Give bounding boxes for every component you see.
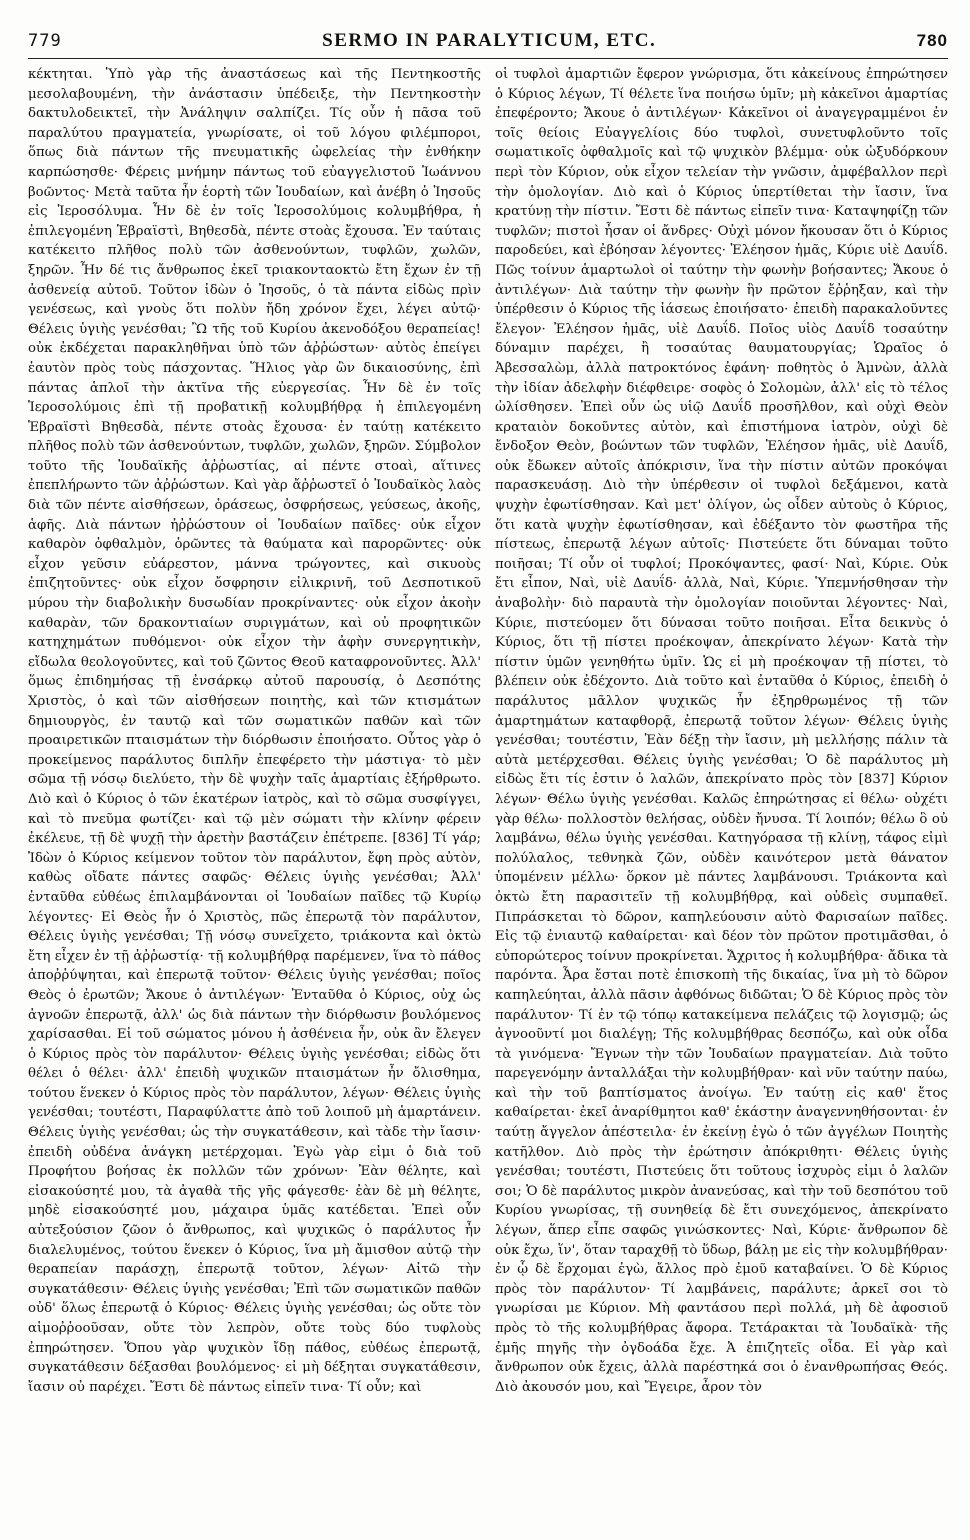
page-number-right: 780 (916, 31, 948, 50)
page-number-left: 779 (28, 31, 62, 51)
running-header (28, 30, 948, 54)
right-column-text: οἱ τυφλοὶ ἁμαρτιῶν ἔφερον γνώρισμα, ὅτι κἀκείνους ἐπηρώτησεν ὁ Κύριος λέγων, Τί θέλετε ἵνα ποιήσω ὑμῖν; μὴ κἀκεῖνοι ἁμαρτίας ἐπεφέροντο; Ἄκουε ὁ ἀντιλέγων· Κἀκεῖνοι οἱ ἀναγεγραμμένοι ἐν τοῖς θείοις Εὐαγγελίοις δύο τυφλοὶ, συνετυφλοῦντο τοῖς σωματικοῖς ὀφθαλμοῖς καὶ τῷ ψυχικὸν βλέμμα· οὐκ ὠξυδόρκουν περὶ τὸν Κύριον, οὐκ εἶχον τελείαν τὴν γνῶσιν, ἀμφέβαλλον περὶ τὴν ὁμολογίαν. Διὸ καὶ ὁ Κύριος ὑπερτίθεται τὴν ἴασιν, ἵνα κρατύνῃ τὴν πίστιν. Ἔστι δὲ πάντως εἰπεῖν τινα· Καταψηφίζῃ τῶν τυφλῶν; πιστοὶ ἦσαν οἱ ἄνδρες· Οὐχὶ μόνον ἤκουσαν ὅτι ὁ Κύριος παροδεύει, καὶ ἐβόησαν λέγοντες· Ἐλέησον ἡμᾶς, Κύριε υἱὲ Δαυΐδ. Πῶς τοίνυν ἁμαρτωλοὶ οἱ ταύτην τὴν φωνὴν βοήσαντες; Ἄκουε ὁ ἀντιλέγων· Διὰ ταύτην τὴν φωνὴν ἣν πρῶτον ἔῤῥηξαν, καὶ τὴν ὑπέρθεσιν ὁ Κύριος τῆς ἰάσεως ἐποιήσατο· ἐπειδὴ παρακαλοῦντες ἔλεγον· Ἐλέησον ἡμᾶς, υἱὲ Δαυΐδ. Ποῖος υἱὸς Δαυΐδ τοσαύτην δύναμιν παρέχει, ἢ τοσαύτας θαυματουργίας; Ὡραῖος ὁ Ἀβεσσαλὼμ, ἀλλὰ πατροκτόνος ἐφάνη· ποθητὸς ὁ Ἀμνὼν, ἀλλὰ τὴν ἰδίαν ἀδελφὴν διέφθειρε· σοφὸς ὁ Σολομὼν, ἀλλ' εἰς τὸ τέλος ὠλίσθησεν. Ἐπεὶ οὖν ὡς υἱῷ Δαυΐδ προσῆλθον, καὶ οὐχὶ Θεὸν κραταιὸν δοκοῦντες αὐτὸν, καὶ ἐπιστήμονα ἰατρὸν, οὐχὶ δὲ ἔνδοξον Θεὸν, βοώντων τῶν τυφλῶν, Ἐλέησον ἡμᾶς, υἱὲ Δαυΐδ, οὐκ ἔδωκεν αὐτοῖς ἀπόκρισιν, ἵνα τὴν πίστιν αὐτῶν προκόψαι παρασκευάσῃ. Διὸ τὴν ὑπέρθεσιν οἱ τυφλοὶ δεξάμενοι, κατὰ ψυχὴν ἐφωτίσθησαν. Καὶ μετ' ὀλίγον, ὡς οἶδεν αὐτοὺς ὁ Κύριος, ὅτι κατὰ ψυχὴν ἐφωτίσθησαν, καὶ ἐδέξαντο τὸν φωστῆρα τῆς πίστεως, ἐπερωτᾷ λέγων αὐτοῖς· Πιστεύετε ὅτι δύναμαι τοῦτο ποιῆσαι; Τί οὖν οἱ τυφλοί; Προκόψαντες, φασί· Ναὶ, Κύριε. Οὐκ ἔτι εἶπον, Ναὶ, υἱὲ Δαυΐδ· ἀλλὰ, Ναὶ, Κύριε. Ὑπεμνήσθησαν τὴν ἀναβολὴν· διὸ παραυτὰ τὴν ὁμολογίαν ποιοῦνται λέγοντες· Ναὶ, Κύριε, πιστεύομεν ὅτι δύνασαι τοῦτο ποιῆσαι. Εἶτα δεικνὺς ὁ Κύριος, ὅτι τῇ πίστει προέκοψαν, ἀπεκρίνατο λέγων· Κατὰ τὴν πίστιν ὑμῶν γενηθήτω ὑμῖν. Ὡς εἰ μὴ προέκοψαν τῇ πίστει, τὸ βλέπειν οὐκ ἐδέχοντο. Διὰ τοῦτο καὶ ἐνταῦθα ὁ Κύριος, ἐπειδὴ ὁ παράλυτος μᾶλλον ψυχικῶς ἦν ἐξηρθρωμένος τῇ τῶν ἁμαρτημάτων καταφθορᾷ, ἐπερωτᾷ τοῦτον λέγων· Θέλεις ὑγιὴς γενέσθαι; τουτέστιν, Ἐὰν δέξῃ τὴν ἴασιν, μὴ μελλήσῃς πάλιν τὰ αὐτὰ μετέρχεσθαι. Θέλεις ὑγιὴς γενέσθαι; Ὁ δὲ παράλυτος μὴ εἰδὼς ἔτι τίς ἐστιν ὁ λαλῶν, ἀπεκρίνατο πρὸς τὸν [837] Κύριον λέγων· Θέλω ὑγιὴς γενέσθαι. Καλῶς ἐπηρώτησας εἰ θέλω· οὐχέτι γὰρ θέλω· πολλοστὸν θελήσας, οὐδὲν ἤνυσα. Τί λοιπόν; θέλω ὃ οὐ λαμβάνω, θέλω ὑγιὴς γενέσθαι. Κατηγόρασα τῇ κλίνῃ, τάφος εἰμὶ πολύλαλος, τεθνηκὰ ζῶν, οὐδὲν καινότερον μετὰ θάνατον ὑπομένειν μέλλω· ὅρκον μὲ πάντες λαμβάνουσι. Τριάκοντα καὶ ὀκτὼ ἔτη παρασιτεῖν τῇ κολυμβήθρᾳ, καὶ οὐδεὶς συμπαθεῖ. Πιπράσκεται τὸ δῶρον, καπηλεύουσιν αὐτὸ Φαρισαίων παῖδες. Εἰς τῷ ἐνιαυτῷ καθαίρεται· καὶ δέον τὸν πρῶτον προτιμᾶσθαι, ὁ εὐπορώτερος τοίνυν προκρίνεται. Ἄχριτος ἡ κολυμβήθρα· ἄδικα τὰ παρόντα. Ἆρα ἔσται ποτὲ ἐπισκοπὴ τῆς δικαίας, ἵνα μὴ τὸ δῶρον καπηλεύηται, ἀλλὰ πᾶσιν ἀφθόνως διδῶται; Ὁ δὲ Κύριος πρὸς τὸν παράλυτον· Τί ἐν τῷ τόπῳ κατακείμενα πελάζεις τῷ λογισμῷ; ὡς ἀγνοοῦντί μοι διαλέγῃ; Τῆς κολυμβήθρας δεσπόζω, καὶ οὐκ οἶδα τὰ γινόμενα· Ἔγνων τὴν τῶν Ἰουδαίων πραγματείαν. Διὰ τοῦτο παρεγενόμην ἀνταλλάξαι τὴν κολυμβήθραν· καὶ νῦν ταύτην παύω, καὶ τὴν τοῦ βαπτίσματος ἀνοίγω. Ἐν ταύτῃ εἰς καθ' ἔτος καθαίρεται· ἐκεῖ ἀναρίθμητοι καθ' ἑκάστην ἀναγεννηθήσονται· ἐν ταύτῃ ἄγγελον ἀπέστειλα· ἐν ἐκείνῃ ἐγὼ ὁ τῶν ἀγγέλων Ποιητὴς κατῆλθον. Διὸ πρὸς τὴν ἐρώτησιν ἀπόκριθητι· Θέλεις ὑγιὴς γενέσθαι; τουτέστι, Πιστεύεις ὅτι τοῦτους ἰσχυρὸς εἰμι ὁ λαλῶν σοι; Ὁ δὲ παράλυτος μικρὸν ἀνανεύσας, καὶ τὴν τοῦ δεσπότου τοῦ Κυρίου γνωρίσας, τῇ συνηθείᾳ δὲ ἔτι συνεχόμενος, ἀπεκρίνατο λέγων, ἅπερ εἶπε σαφῶς γινώσκοντες· Ναὶ, Κύριε· ἄνθρωπον δὲ οὐκ ἔχω, ἵν', ὅταν ταραχθῇ τὸ ὕδωρ, βάλῃ με εἰς τὴν κολυμβήθραν· ἐν ᾧ δὲ ἔρχομαι ἐγὼ, ἄλλος πρὸ ἐμοῦ καταβαίνει. Ὁ δὲ Κύριος πρὸς τὸν παράλυτον· Τί λαμβάνεις, παράλυτε; ἀρκεῖ σοι τὸ γνωρίσαι με Κύριον. Μὴ φαντάσου περὶ πολλά, μὴ δὲ ἀφοσιοῦ πρὸς τὸ τῆς κολυμβήθρας ἄφορα. Τετάρακται τὰ Ἰουδαϊκὰ· τῆς ἐμῆς πηγῆς τὴν ὀγδοάδα ἔχε. Ἀ ἐπιζητεῖς οἶδα. Εἰ γὰρ καὶ ἄνθρωπον οὐκ ἔχεις, ἀλλὰ παρέστηκά σοι ὁ ἐνανθρωπήσας Θεός. Διὸ ἀκουσόν μου, καὶ Ἔγειρε, ἆρον τὸν (495, 67, 948, 1395)
left-column-text: κέκτηται. Ὑπὸ γὰρ τῆς ἀναστάσεως καὶ τῆς Πεντηκοστῆς μεσολαβουμένη, τὴν ἀνάστασιν ὑπέδειξε, τὴν Πεντηκοστὴν δακτυλοδεικτεῖ, τὴν Ἀνάληψιν σαλπίζει. Τίς οὖν ἡ πᾶσα τοῦ παραλύτου πραγματεία, γνωρίσατε, οἱ τοῦ λόγου φιλέμποροι, ὅπως διὰ πάντων τῆς πνευματικῆς ὠφελείας τὴν ἐνθήκην καρπώσησθε· Φέρεις μνήμην πάντως τοῦ εὐαγγελιστοῦ Ἰωάννου βοῶντος· Μετὰ ταῦτα ἦν ἑορτὴ τῶν Ἰουδαίων, καὶ ἀνέβη ὁ Ἰησοῦς εἰς Ἱεροσόλυμα. Ἦν δὲ ἐν τοῖς Ἱεροσολύμοις κολυμβήθρα, ἡ ἐπιλεγομένη Ἑβραϊστὶ, Βηθεσδὰ, πέντε στοὰς ἔχουσα. Ἐν ταύταις κατέκειτο πλῆθος πολὺ τῶν ἀσθενούντων, τυφλῶν, χωλῶν, ξηρῶν. Ἦν δέ τις ἄνθρωπος ἐκεῖ τριακονταοκτὼ ἔτη ἔχων ἐν τῇ ἀσθενείᾳ αὐτοῦ. Τοῦτον ἰδὼν ὁ Ἰησοῦς, ὁ τὰ πάντα εἰδὼς πρὶν γενέσεως, καὶ γνοὺς ὅτι πολὺν ἤδη χρόνον ἔχει, λέγει αὐτῷ· Θέλεις ὑγιὴς γενέσθαι; Ὢ τῆς τοῦ Κυρίου ἀκενοδόξου θεραπείας! οὐκ ἐκδέχεται παρακληθῆναι ὑπὸ τῶν ἀῤῥώστων· αὐτὸς ἐπείγει ἑαυτὸν πρὸς τοὺς πάσχοντας. Ἥλιος γὰρ ὢν δικαιοσύνης, ἐπὶ πάντας ἁπλοῖ τὴν ἀκτῖνα τῆς εὐεργεσίας. Ἦν δὲ ἐν τοῖς Ἱεροσολύμοις ἐπὶ τῇ προβατικῇ κολυμβήθρᾳ ἡ ἐπιλεγομένη Ἑβραϊστὶ Βηθεσδὰ, πέντε στοὰς ἔχουσα· ἐν ταύτῃ κατέκειτο πλῆθος πολὺ τῶν ἀσθενούντων, τυφλῶν, χωλῶν, ξηρῶν. Σύμβολον τοῦτο τῆς Ἰουδαϊκῆς ἀῤῥωστίας, αἱ πέντε στοαὶ, αἵτινες ἐπεπλήρωντο τῶν ἀῤῥώστων. Καὶ γὰρ ἄῤῥωστεῖ ὁ Ἰουδαϊκὸς λαὸς διὰ τῶν πέντε αἰσθήσεων, ὁράσεως, ὀσφρήσεως, γεύσεως, ἀκοῆς, ἁφῆς. Διὰ πάντων ἠῤῥώστουν οἱ Ἰουδαίων παῖδες· οὐκ εἶχον καθαρὸν ὀφθαλμὸν, ὁρῶντες τὰ θαύματα καὶ παρορῶντες· οὐκ εἶχον γεῦσιν εὐάρεστον, μάννα τρώγοντες, καὶ σικυοὺς ἐπιζητοῦντες· οὐκ εἶχον ὄσφρησιν εἰλικρινῆ, τοῦ Δεσποτικοῦ μύρου τὴν διαβολικὴν δυσωδίαν προκρίναντες· οὐκ εἶχον ἀκοὴν καθαρὰν, τῶν δρακοντιαίων συριγμάτων, καὶ οὐ προφητικῶν κατηχημάτων πυθόμενοι· οὐκ εἶχον τὴν ἀφὴν συνεργητικὴν, εἴδωλα θεολογοῦντες, καὶ τοῦ ζῶντος Θεοῦ καταφρονοῦντες. Ἀλλ' ὅμως ἐπιδημήσας τῇ ἐνσάρκῳ αὐτοῦ παρουσίᾳ, ὁ Δεσπότης Χριστὸς, ὁ καὶ τῶν αἰσθήσεων ποιητὴς, καὶ τῶν κτισμάτων δημιουργὸς, ἐν ταυτῷ καὶ τῶν σωματικῶν παθῶν καὶ τῶν προαιρετικῶν πταισμάτων τὴν διόρθωσιν ἐποιήσατο. Οὗτος γὰρ ὁ προκείμενος παράλυτος διπλῆν ἐπεφέρετο τὴν μάστιγα· τὸ μὲν σῶμα τῇ νόσῳ διελύετο, τὴν δὲ ψυχὴν ταῖς ἁμαρτίαις ἐξήρθρωτο. Διὸ καὶ ὁ Κύριος ὁ τῶν ἑκατέρων ἰατρὸς, καὶ τὸ σῶμα συσφίγγει, καὶ τὸ πνεῦμα φωτίζει· καὶ τῷ μὲν σώματι τὴν κλίνην φέρειν ἐκέλευε, τῇ δὲ ψυχῇ τὴν ἀρετὴν βαστάζειν ἐπέτρεπε. [836] Τί γάρ; Ἰδὼν ὁ Κύριος κείμενον τοῦτον τὸν παράλυτον, ἔφη πρὸς αὐτὸν, καθὼς οἴδατε πάντες σαφῶς· Θέλεις ὑγιὴς γενέσθαι; Ἀλλ' ἐνταῦθα εὐθέως ἐπιλαμβάνονται οἱ Ἰουδαίων παῖδες τῷ Κυρίῳ λέγοντες· Εἰ Θεὸς ἦν ὁ Χριστὸς, πῶς ἐπερωτᾷ τὸν παράλυτον, Θέλεις ὑγιὴς γενέσθαι; Τῇ νόσῳ συνεῖχετο, τριάκοντα καὶ ὀκτὼ ἔτη εἶχεν ἐν τῇ ἀῤῥωστίᾳ· τῇ κολυμβήθρᾳ παρέμενεν, ἵνα τὸ πάθος ἀποῤῥύψηται, καὶ ἐπερωτᾷ τοῦτον· Θέλεις ὑγιὴς γενέσθαι; ποῖος Θεὸς ὁ ἐρωτῶν; Ἄκουε ὁ ἀντιλέγων· Ἐνταῦθα ὁ Κύριος, οὐχ ὡς ἀγνοῶν ἐπερωτᾷ, ἀλλ' ὡς διὰ πάντων τὴν διόρθωσιν βουλόμενος χαρίσασθαι. Εἰ τοῦ σώματος μόνου ἡ ἀσθένεια ἦν, οὐκ ἂν ἔλεγεν ὁ Κύριος πρὸς τὸν παράλυτον· Θέλεις ὑγιὴς γενέσθαι; εἰδὼς ὅτι θέλει ὁ θέλει· ἀλλ' ἐπειδὴ ψυχικῶν πταισμάτων ἦν ὄλισθημα, τούτου ἕνεκεν ὁ Κύριος πρὸς τὸν παράλυτον, λέγων· Θέλεις ὑγιὴς γενέσθαι; τουτέστι, Παραφύλαττε ἀπὸ τοῦ λοιποῦ μὴ ἁμαρτάνειν. Θέλεις ὑγιὴς γενέσθαι; ὡς τὴν συγκατάθεσιν, καὶ τὰδε τὴν ἴασιν· ἐπειδὴ οὐδένα ἀνάγκη μετέρχομαι. Ἐγὼ γὰρ εἰμι ὁ διὰ τοῦ Προφήτου βοήσας ἐκ πολλῶν τῶν χρόνων· Ἐὰν θέλητε, καὶ εἰσακούσητέ μου, τὰ ἀγαθὰ τῆς γῆς φάγεσθε· ἐὰν δὲ μὴ θέλητε, μηδὲ εἰσακούσητέ μου, μάχαιρα ὑμᾶς κατέδεται. Ἐπεὶ οὖν αὐτεξούσιον ζῶον ὁ ἄνθρωπος, καὶ ψυχικῶς ὁ παράλυτος ἦν διαλελυμένος, τούτου ἕνεκεν ὁ Κύριος, ἵνα μὴ ἄμισθον αὐτῷ τὴν θεραπείαν παράσχῃ, ἐπερωτᾷ τοῦτον, λέγων· Αἰτῶ τὴν συγκατάθεσιν· Θέλεις ὑγιὴς γενέσθαι; Ἐπὶ τῶν σωματικῶν παθῶν οὐδ' ὅλως ἐπερωτᾷ ὁ Κύριος· Θέλεις ὑγιὴς γενέσθαι; ὡς οὔτε τὸν αἱμοῤῥοοῦσαν, οὔτε τὸν λεπρὸν, οὔτε τοὺς δύο τυφλοὺς ἐπηρώτησεν. Ὅπου γὰρ ψυχικὸν ἴδῃ πάθος, εὐθέως ἐπερωτᾷ, συγκατάθεσιν δέξασθαι βουλόμενος· εἰ μὴ δέξηται συγκατάθεσιν, ἴασιν οὐ παρέχει. Ἔστι δὲ πάντως εἰπεῖν τινα· Τί οὖν; καὶ (28, 67, 481, 1395)
left-column (28, 65, 481, 1525)
running-title: SERMO IN PARALYTICUM, ETC. (322, 30, 657, 51)
right-column (495, 65, 948, 1525)
text-columns (28, 65, 948, 1525)
header-rule (28, 58, 948, 59)
